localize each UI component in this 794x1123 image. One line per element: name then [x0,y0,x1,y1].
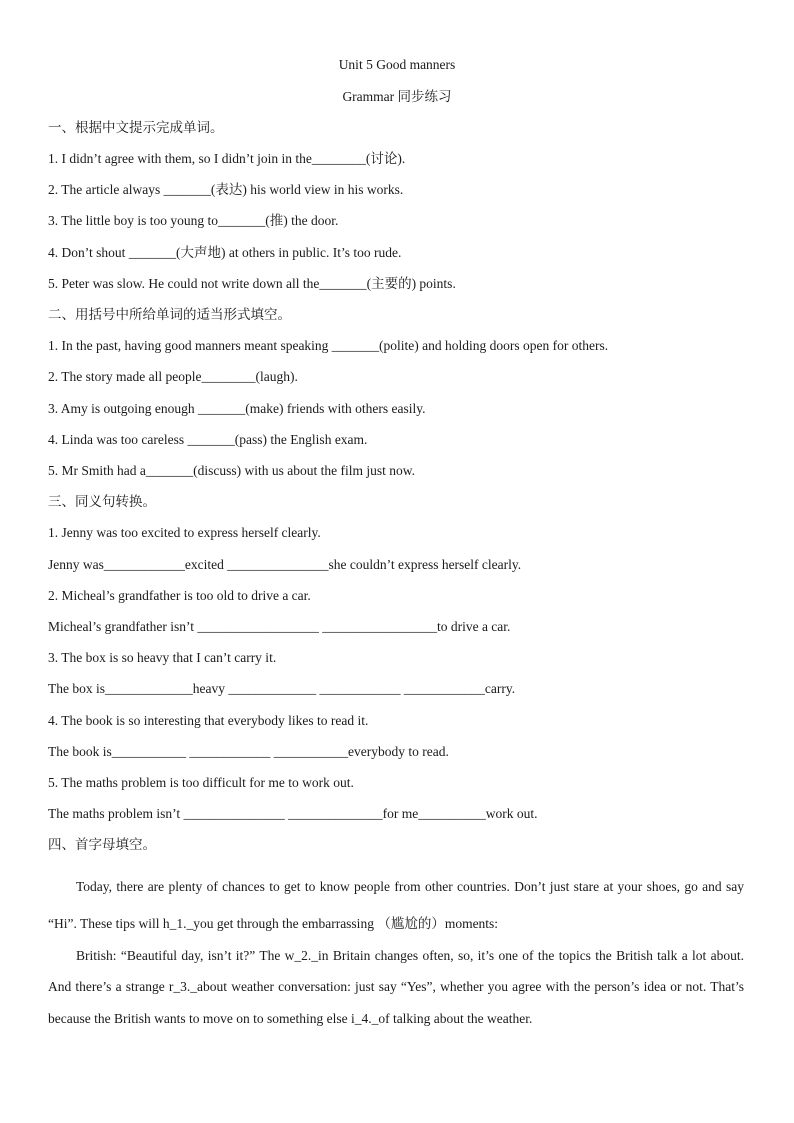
section-3-heading: 三、同义句转换。 [48,494,156,510]
cloze-paragraph-1: Today, there are plenty of chances to get to know people from other countries. Don’t just stare at your shoes, go and say “Hi”. These tips will h_1._you get through the embarrassing （尴尬的）moments: [48,879,744,931]
exercise-item: The maths problem isn’t _______________ ______________for me__________work out. [48,806,538,821]
exercise-item: 1. In the past, having good manners meant speaking _______(polite) and holding doors open for others. [48,338,609,353]
exercise-item: 5. The maths problem is too difficult for me to work out. [48,775,354,790]
section-1-heading: 一、根据中文提示完成单词。 [48,120,224,136]
exercise-item: 3. The little boy is too young to_______(推) the door. [48,213,339,228]
exercise-item: 2. Micheal’s grandfather is too old to drive a car. [48,588,311,603]
exercise-item: 1. Jenny was too excited to express herself clearly. [48,525,321,540]
exercise-item: 3. Amy is outgoing enough _______(make) friends with others easily. [48,401,426,416]
exercise-item: 4. Linda was too careless _______(pass) the English exam. [48,432,368,447]
section-2-heading: 二、用括号中所给单词的适当形式填空。 [48,307,291,323]
worksheet-title: Unit 5 Good manners [338,57,456,72]
exercise-item: 2. The story made all people________(laugh). [48,369,298,384]
exercise-item: The box is_____________heavy _____________ ____________ ____________carry. [48,681,516,696]
exercise-item: Jenny was____________excited _______________she couldn’t express herself clearly. [48,557,522,572]
cloze-paragraph-2: British: “Beautiful day, isn’t it?” The w_2._in Britain changes often, so, it’s one of the topics the British talk a lot about. And there’s a strange r_3._about weather conversation: just say “Yes”, whether you agree with the person’s idea or not. That’s because the British wants to move on to something else i_4._of talking about the weather. [48,948,744,1026]
exercise-item: The book is___________ ____________ ___________everybody to read. [48,744,449,759]
exercise-item: 2. The article always _______(表达) his world view in his works. [48,182,404,197]
exercise-item: Micheal’s grandfather isn’t __________________ _________________to drive a car. [48,619,511,634]
exercise-item: 5. Mr Smith had a_______(discuss) with us about the film just now. [48,463,415,478]
exercise-item: 4. Don’t shout _______(大声地) at others in public. It’s too rude. [48,245,402,260]
exercise-item: 4. The book is so interesting that everybody likes to read it. [48,713,369,728]
exercise-item: 3. The box is so heavy that I can’t carry it. [48,650,277,665]
exercise-item: 1. I didn’t agree with them, so I didn’t join in the________(讨论). [48,151,406,166]
section-4-heading: 四、首字母填空。 [48,837,156,853]
exercise-item: 5. Peter was slow. He could not write down all the_______(主要的) points. [48,276,456,291]
worksheet-subtitle: Grammar 同步练习 [342,89,452,104]
